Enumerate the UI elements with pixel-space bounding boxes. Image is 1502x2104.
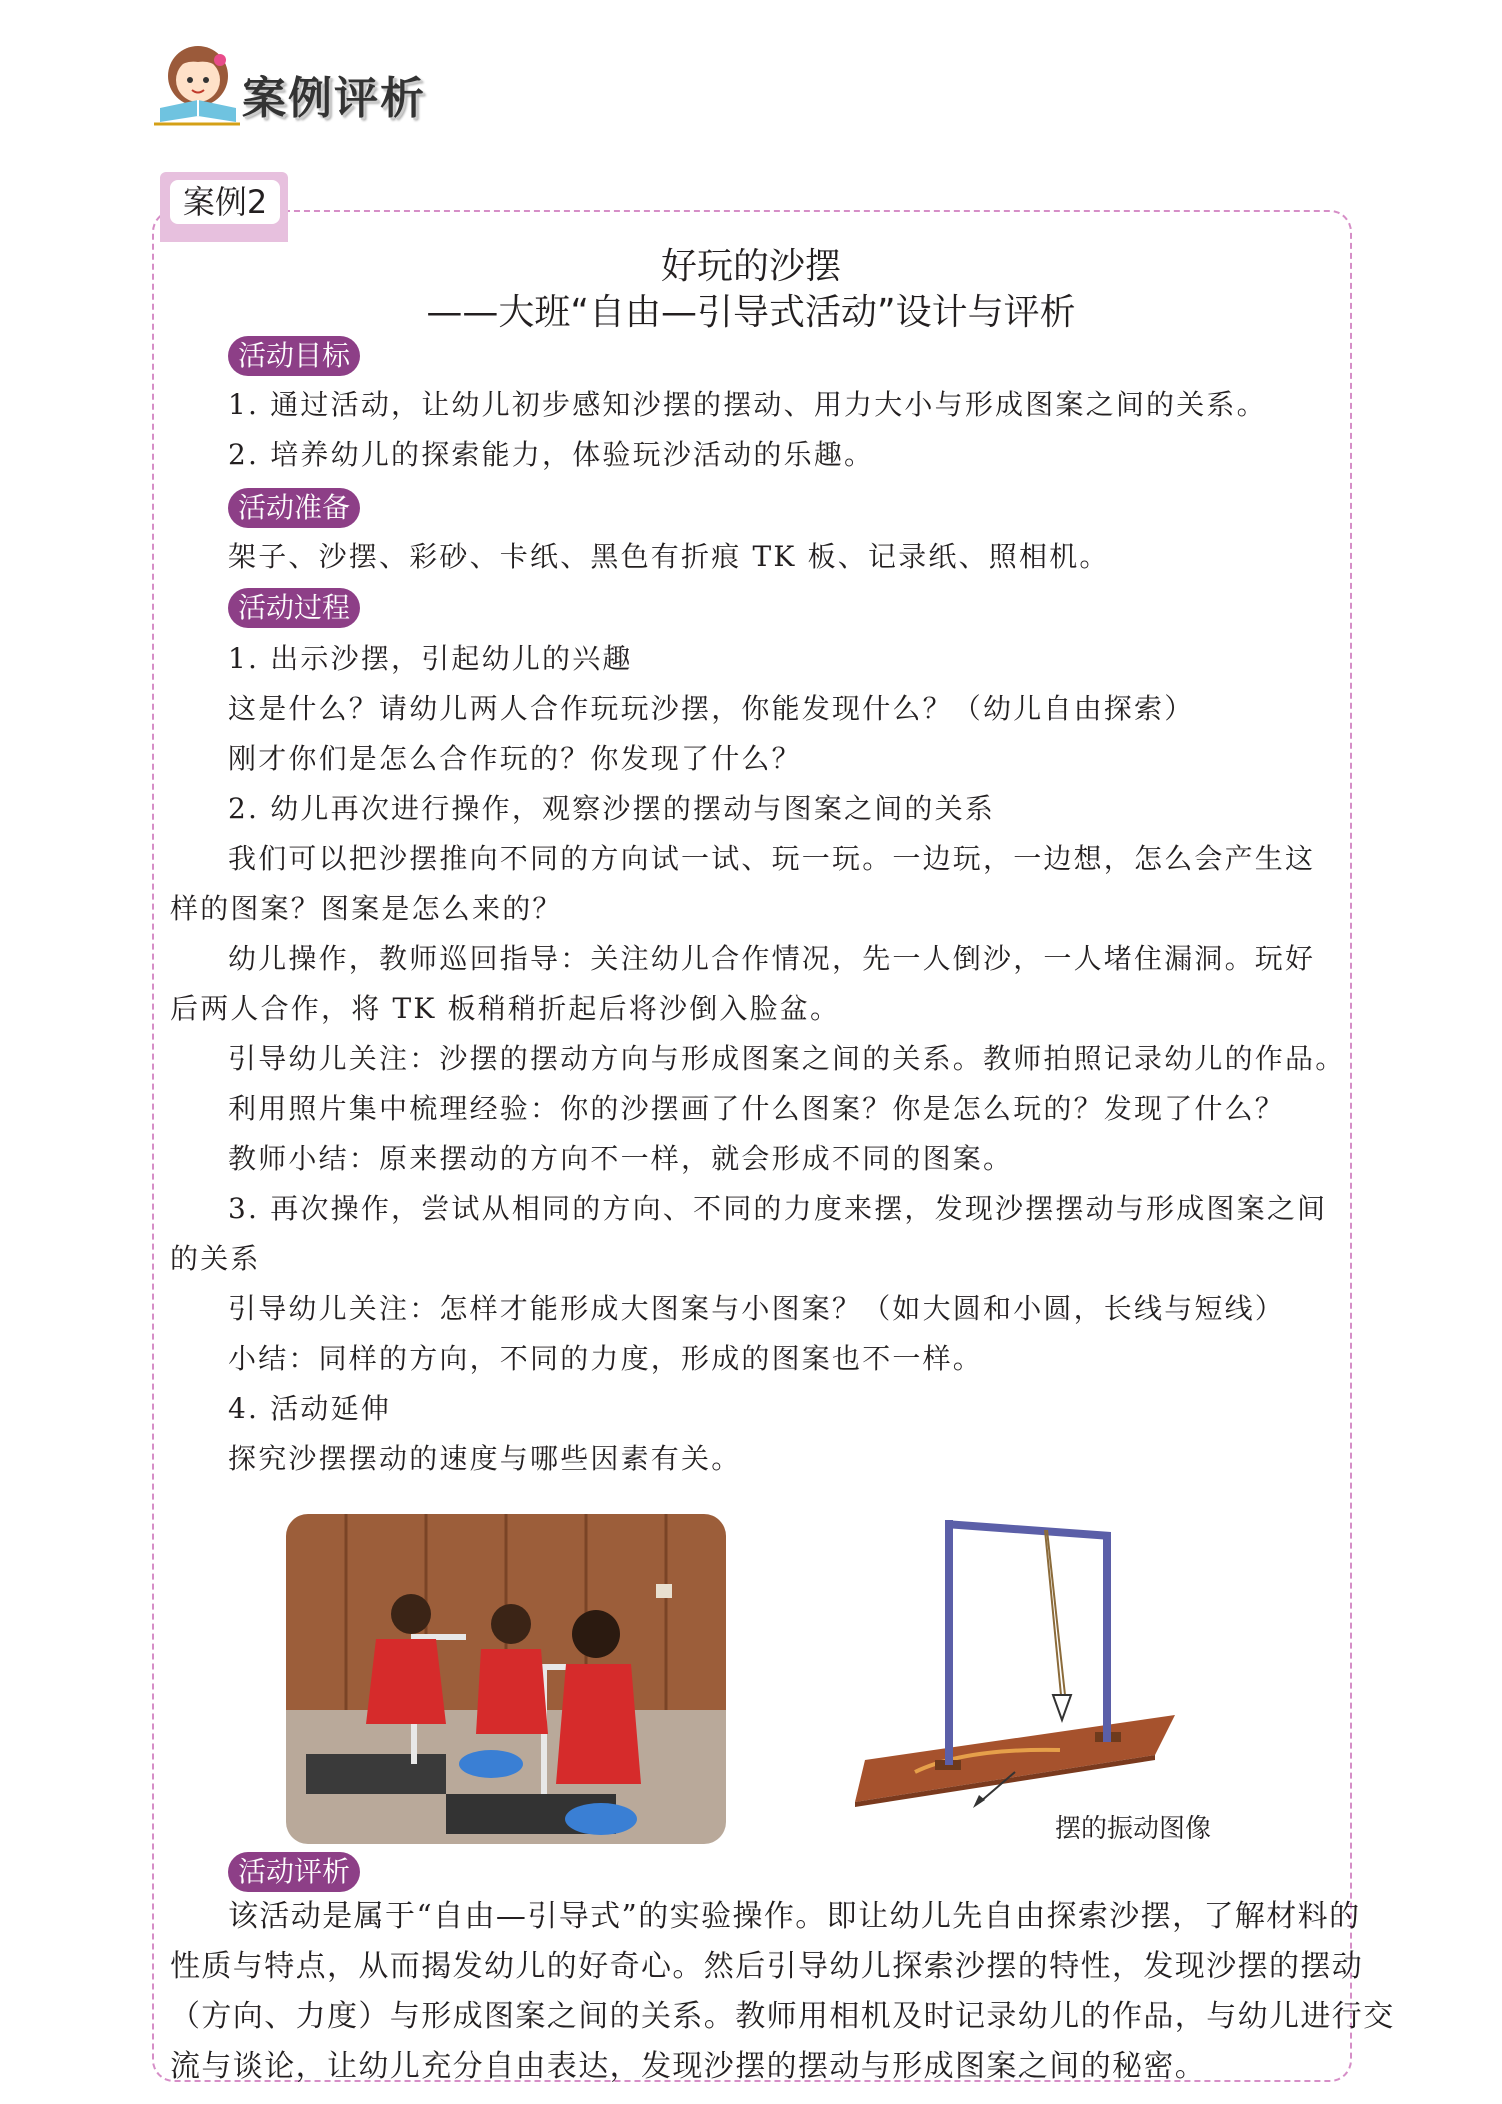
pendulum-diagram — [855, 1510, 1255, 1850]
process-line: 引导幼儿关注：怎样才能形成大图案与小图案？（如大圆和小圆，长线与短线） — [228, 1292, 1286, 1325]
eval-line: 流与谈论，让幼儿充分自由表达，发现沙摆的摆动与形成图案之间的秘密。 — [170, 2049, 1207, 2084]
girl-reading-icon — [150, 38, 245, 128]
section-process-label: 活动过程 — [228, 588, 360, 628]
process-line: 幼儿操作，教师巡回指导：关注幼儿合作情况，先一人倒沙，一人堵住漏洞。玩好 — [228, 942, 1316, 975]
process-line: 的关系 — [170, 1242, 261, 1275]
section-prep-label: 活动准备 — [228, 488, 360, 528]
process-line: 后两人合作，将 TK 板稍稍折起后将沙倒入脸盆。 — [170, 992, 841, 1025]
case-label: 案例2 — [170, 180, 280, 224]
section-eval-label: 活动评析 — [228, 1852, 360, 1892]
process-line: 样的图案？图案是怎么来的？ — [170, 892, 563, 925]
process-line: 引导幼儿关注：沙摆的摆动方向与形成图案之间的关系。教师拍照记录幼儿的作品。 — [228, 1042, 1346, 1075]
eval-line: 该活动是属于“自由—引导式”的实验操作。即让幼儿先自由探索沙摆，了解材料的 — [228, 1899, 1361, 1934]
process-line: 我们可以把沙摆推向不同的方向试一试、玩一玩。一边玩，一边想，怎么会产生这 — [228, 842, 1316, 875]
case-tab — [160, 172, 288, 242]
process-line: 3. 再次操作，尝试从相同的方向、不同的力度来摆，发现沙摆摆动与形成图案之间 — [228, 1192, 1328, 1225]
eval-line: 性质与特点，从而揭发幼儿的好奇心。然后引导幼儿探索沙摆的特性，发现沙摆的摆动 — [170, 1949, 1364, 1984]
diagram-caption: 摆的振动图像 — [1055, 1814, 1212, 1844]
case-title: 好玩的沙摆 — [660, 246, 841, 287]
process-line: 探究沙摆摆动的速度与哪些因素有关。 — [228, 1442, 742, 1475]
case-subtitle: ——大班“自由—引导式活动”设计与评析 — [426, 292, 1076, 333]
process-line: 小结：同样的方向，不同的力度，形成的图案也不一样。 — [228, 1342, 984, 1375]
section-goal-label: 活动目标 — [228, 336, 360, 376]
process-line: 教师小结：原来摆动的方向不一样，就会形成不同的图案。 — [228, 1142, 1014, 1175]
eval-line: （方向、力度）与形成图案之间的关系。教师用相机及时记录幼儿的作品，与幼儿进行交 — [170, 1999, 1395, 2034]
process-line: 刚才你们是怎么合作玩的？你发现了什么？ — [228, 742, 802, 775]
section-title: 案例评析 — [242, 73, 426, 124]
goal-line: 2. 培养幼儿的探索能力，体验玩沙活动的乐趣。 — [228, 438, 875, 471]
process-line: 1. 出示沙摆，引起幼儿的兴趣 — [228, 642, 633, 675]
process-line: 2. 幼儿再次进行操作，观察沙摆的摆动与图案之间的关系 — [228, 792, 996, 825]
prep-line: 架子、沙摆、彩砂、卡纸、黑色有折痕 TK 板、记录纸、照相机。 — [228, 540, 1110, 573]
process-line: 这是什么？请幼儿两人合作玩玩沙摆，你能发现什么？（幼儿自由探索） — [228, 692, 1195, 725]
activity-photo — [286, 1514, 726, 1844]
goal-line: 1. 通过活动，让幼儿初步感知沙摆的摆动、用力大小与形成图案之间的关系。 — [228, 388, 1267, 421]
process-line: 利用照片集中梳理经验：你的沙摆画了什么图案？你是怎么玩的？发现了什么？ — [228, 1092, 1286, 1125]
process-line: 4. 活动延伸 — [228, 1392, 392, 1425]
